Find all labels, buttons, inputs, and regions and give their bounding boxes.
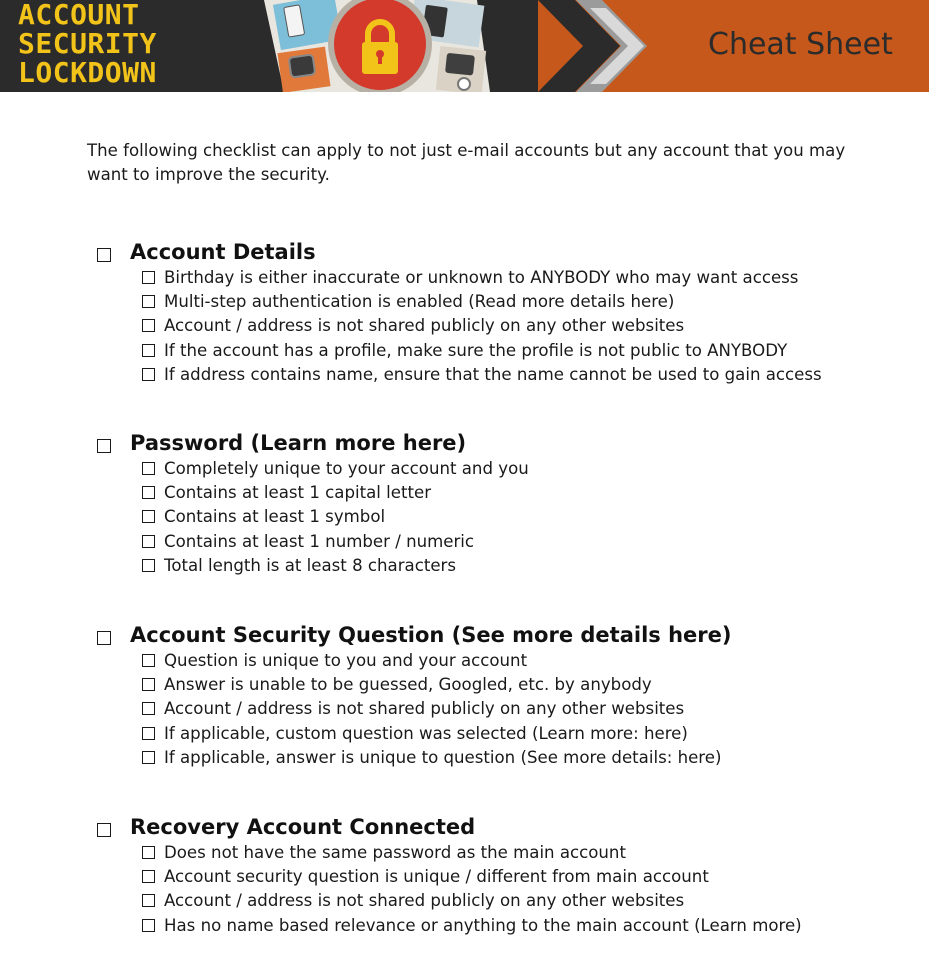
device-collage-image: [262, 0, 492, 92]
checklist-item: [96, 649, 896, 673]
item-checkbox[interactable]: [142, 894, 155, 907]
checklist-item: [96, 481, 896, 505]
checklist-item: [96, 266, 896, 290]
checklist-item-label: If applicable, answer is unique to question (See more details: here): [164, 747, 722, 767]
checklist-item-label: Contains at least 1 capital letter: [164, 483, 432, 503]
checklist: [96, 649, 896, 770]
item-checkbox[interactable]: [142, 678, 155, 691]
checklist-item: [96, 914, 896, 938]
item-checkbox[interactable]: [142, 654, 155, 667]
checklist-item: [96, 697, 896, 721]
section-recovery-account: [96, 813, 896, 938]
banner-title: [18, 0, 157, 87]
checklist-item: [96, 290, 896, 314]
checklist-item: [96, 841, 896, 865]
banner-title-line: ACCOUNT: [18, 0, 140, 31]
cheat-sheet-title: Cheat Sheet: [708, 27, 893, 62]
item-checkbox[interactable]: [142, 919, 155, 932]
checklist-item: [96, 865, 896, 889]
banner-title-line: SECURITY: [18, 27, 157, 60]
checklist-item-label: If applicable, custom question was selected (Learn more: here): [164, 723, 688, 743]
item-checkbox[interactable]: [142, 870, 155, 883]
checklist: [96, 841, 896, 938]
checklist-item: [96, 722, 896, 746]
item-checkbox[interactable]: [142, 535, 155, 548]
item-checkbox[interactable]: [142, 702, 155, 715]
checklist-item: [96, 457, 896, 481]
section-title: Account Security Question (See more details here): [130, 623, 732, 647]
section-checkbox[interactable]: [97, 823, 111, 837]
checklist-item: [96, 339, 896, 363]
chevron-right-icon: [520, 0, 660, 92]
section-title: Recovery Account Connected: [130, 815, 476, 839]
checklist-item: [96, 505, 896, 529]
item-checkbox[interactable]: [142, 559, 155, 572]
section-security-question: [96, 621, 896, 770]
checklist-item-label: Has no name based relevance or anything to the main account (Learn more): [164, 915, 802, 935]
checklist-item-label: Total length is at least 8 characters: [164, 555, 457, 575]
section-header: [96, 429, 896, 457]
checklist-item-label: Contains at least 1 symbol: [164, 507, 386, 527]
item-checkbox[interactable]: [142, 271, 155, 284]
banner-title-line: LOCKDOWN: [18, 56, 157, 89]
item-checkbox[interactable]: [142, 751, 155, 764]
item-checkbox[interactable]: [142, 319, 155, 332]
section-header: [96, 813, 896, 841]
intro-text: The following checklist can apply to not just e-mail accounts but any account that you may want to improve the security.: [87, 141, 846, 184]
section-checkbox[interactable]: [97, 631, 111, 645]
checklist-item: [96, 746, 896, 770]
section-header: [96, 238, 896, 266]
section-checkbox[interactable]: [97, 439, 111, 453]
checklist: [96, 266, 896, 387]
section-account-details: [96, 238, 896, 387]
checklist-item-label: Account / address is not shared publicly on any other websites: [164, 891, 685, 911]
item-checkbox[interactable]: [142, 344, 155, 357]
checklist-item: [96, 554, 896, 578]
checklist-item: [96, 530, 896, 554]
item-checkbox[interactable]: [142, 368, 155, 381]
section-title: Account Details: [130, 240, 316, 264]
checklist-item-label: Account / address is not shared publicly on any other websites: [164, 316, 685, 336]
checklist-item-label: Question is unique to you and your account: [164, 651, 528, 670]
checklist-item-label: Account / address is not shared publicly on any other websites: [164, 699, 685, 719]
item-checkbox[interactable]: [142, 846, 155, 859]
checklist-item-label: Answer is unable to be guessed, Googled, etc. by anybody: [164, 675, 652, 695]
section-title: Password (Learn more here): [130, 431, 467, 455]
checklist: [96, 457, 896, 578]
checklist-item: [96, 314, 896, 338]
checklist-item-label: Does not have the same password as the main account: [164, 843, 626, 862]
checklist-item: [96, 363, 896, 387]
item-checkbox[interactable]: [142, 727, 155, 740]
item-checkbox[interactable]: [142, 462, 155, 475]
section-password: [96, 429, 896, 578]
checklist-item-label: If address contains name, ensure that the name cannot be used to gain access: [164, 364, 822, 384]
checklist-item-label: If the account has a profile, make sure the profile is not public to ANYBODY: [164, 340, 788, 360]
section-checkbox[interactable]: [97, 248, 111, 262]
checklist-item-label: Account security question is unique / different from main account: [164, 867, 709, 887]
checklist-item: [96, 673, 896, 697]
checklist-item: [96, 889, 896, 913]
checklist-item-label: Multi-step authentication is enabled (Read more details here): [164, 292, 675, 312]
checklist-item-label: Contains at least 1 number / numeric: [164, 531, 475, 551]
item-checkbox[interactable]: [142, 295, 155, 308]
checklist-item-label: Completely unique to your account and you: [164, 459, 529, 478]
checklist-item-label: Birthday is either inaccurate or unknown to ANYBODY who may want access: [164, 268, 799, 287]
header-banner: [0, 0, 929, 92]
item-checkbox[interactable]: [142, 510, 155, 523]
item-checkbox[interactable]: [142, 486, 155, 499]
section-header: [96, 621, 896, 649]
